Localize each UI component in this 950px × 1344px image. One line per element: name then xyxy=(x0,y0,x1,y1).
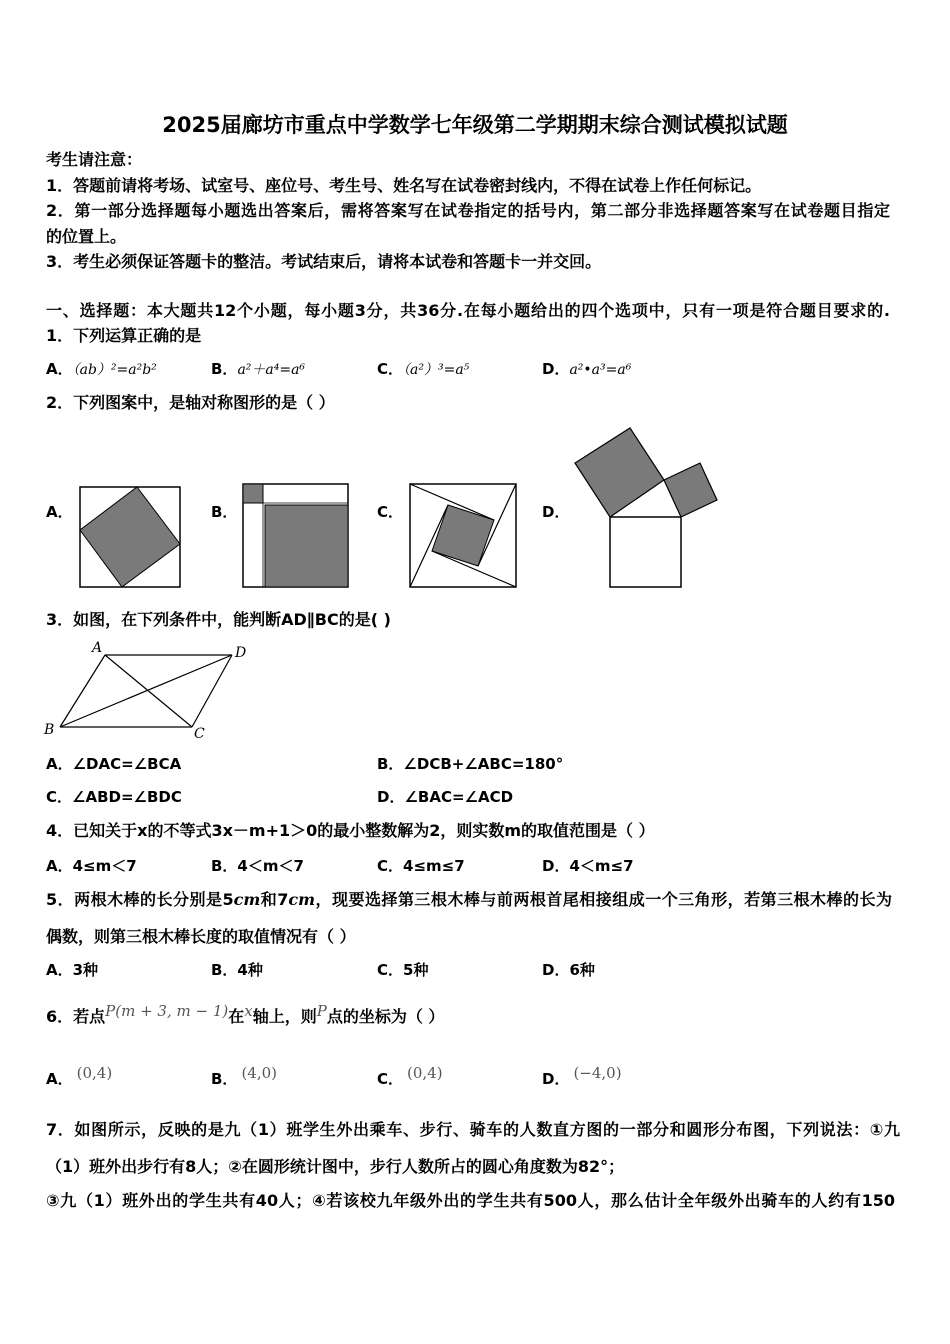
q6-stem-before: 6．若点 xyxy=(46,1007,106,1026)
figure-a-inner-square xyxy=(80,487,180,587)
q1-option-a-label: A． xyxy=(46,360,73,378)
q3-segment-ab xyxy=(60,655,105,727)
q1-option-b-expr: a²＋a⁴=a⁶ xyxy=(237,362,306,378)
q5-stem-part-1: 5．两根木棒的长分别是5 xyxy=(46,890,234,909)
q6-option-a-label: A． xyxy=(46,1070,73,1088)
q6-stem-mid: 在 xyxy=(228,1007,245,1026)
q3-option-d: D．∠BAC=∠ACD xyxy=(377,788,514,806)
q6-axis-symbol: x xyxy=(244,1002,253,1020)
q3-option-b: B．∠DCB+∠ABC=180° xyxy=(377,755,564,773)
q3-option-c: C．∠ABD=∠BDC xyxy=(46,788,182,806)
q6-option-d-label: D． xyxy=(542,1070,570,1088)
q2-figure-d xyxy=(575,428,717,587)
q2-option-b-label: B． xyxy=(211,503,238,521)
q5-option-c: C．5种 xyxy=(377,961,429,979)
q1-option-d xyxy=(542,359,631,380)
q5-stem-line-2: 偶数，则第三根木棒长度的取值情况有（ ） xyxy=(46,927,356,946)
q6-option-b-label: B． xyxy=(211,1070,238,1088)
figure-b-large-block xyxy=(265,505,348,587)
q2-figure-b xyxy=(243,484,348,587)
q1-option-c xyxy=(377,359,469,380)
q4-option-c: C．4≤m≤7 xyxy=(377,857,465,875)
q3-figure xyxy=(30,635,270,745)
q1-option-b xyxy=(211,359,305,380)
q3-segment-bd xyxy=(60,655,232,727)
q6-option-b xyxy=(211,1064,277,1089)
q6-option-a xyxy=(46,1064,113,1089)
notice-line-2: 2．第一部分选择题每小题选出答案后，需将答案写在试卷指定的括号内，第二部分非选择题答案写在试卷题目指定 xyxy=(46,201,890,220)
q5-stem-unit-2: cm xyxy=(288,890,316,909)
q5-stem-unit-1: cm xyxy=(233,890,261,909)
q7-line-1: 7．如图所示，反映的是九（1）班学生外出乘车、步行、骑车的人数直方图的一部分和圆形分布图，下列说法：①九 xyxy=(46,1120,900,1139)
q6-option-d-value: (−4,0) xyxy=(573,1064,622,1082)
q4-option-d: D．4＜m≤7 xyxy=(542,857,634,875)
q6-point-formula: P(m + 3, m − 1) xyxy=(105,1002,229,1020)
q3-segment-ac xyxy=(105,655,192,727)
q3-label-b: B xyxy=(44,722,55,738)
q4-option-a: A．4≤m＜7 xyxy=(46,857,137,875)
q1-stem: 1．下列运算正确的是 xyxy=(46,326,202,345)
q6-stem-end: 点的坐标为（ ） xyxy=(326,1007,445,1026)
q1-option-a-expr: （ab）²=a²b² xyxy=(72,362,157,378)
q5-stem-line-1 xyxy=(46,890,892,910)
figure-c-inner-square xyxy=(432,505,494,566)
q2-stem: 2．下列图案中，是轴对称图形的是（ ） xyxy=(46,393,335,412)
q6-option-c-label: C． xyxy=(377,1070,404,1088)
q1-option-a xyxy=(46,359,157,380)
q2-option-c-label: C． xyxy=(377,503,404,521)
notice-line-1: 1．答题前请将考场、试室号、座位号、考生号、姓名写在试卷密封线内，不得在试卷上作任何标记。 xyxy=(46,176,762,195)
q6-option-c-value: (0,4) xyxy=(407,1064,443,1082)
q6-stem xyxy=(46,1002,445,1027)
figure-d-large-square xyxy=(575,428,664,517)
q1-option-d-expr: a²•a³=a⁶ xyxy=(569,362,632,378)
q3-segment-dc xyxy=(192,655,232,727)
notice-line-3: 3．考生必须保证答题卡的整洁。考试结束后，请将本试卷和答题卡一并交回。 xyxy=(46,252,602,271)
q4-stem: 4．已知关于x的不等式3x－m+1＞0的最小整数解为2，则实数m的取值范围是（ ） xyxy=(46,821,655,840)
figure-d-bottom-square xyxy=(610,517,681,587)
q7-line-2: （1）班外出步行有8人；②在圆形统计图中，步行人数所占的圆心角度数为82°； xyxy=(46,1157,625,1176)
q1-option-c-expr: （a²）³=a⁵ xyxy=(403,362,470,378)
q2-figure-a xyxy=(80,487,180,587)
notice-line-2-cont: 的位置上。 xyxy=(46,227,127,246)
q2-figure-c xyxy=(410,484,516,587)
q6-option-b-value: (4,0) xyxy=(241,1064,277,1082)
q3-label-a: A xyxy=(92,640,103,656)
figure-b-corner-square xyxy=(243,484,263,503)
q6-option-d xyxy=(542,1064,622,1089)
q1-option-c-label: C． xyxy=(377,360,404,378)
q6-option-a-value: (0,4) xyxy=(76,1064,113,1082)
section-heading: 一、选择题：本大题共12个小题，每小题3分，共36分.在每小题给出的四个选项中，只有一项是符合题目要求的. xyxy=(46,301,890,320)
q3-label-d: D xyxy=(235,645,247,661)
q2-option-a-label: A． xyxy=(46,503,73,521)
q5-option-a: A．3种 xyxy=(46,961,99,979)
q6-point-symbol: P xyxy=(316,1002,327,1020)
q5-option-d: D．6种 xyxy=(542,961,595,979)
q1-option-d-label: D． xyxy=(542,360,570,378)
q3-option-a: A．∠DAC=∠BCA xyxy=(46,755,182,773)
exam-title: 2025届廊坊市重点中学数学七年级第二学期期末综合测试模拟试题 xyxy=(162,113,788,137)
q2-figures xyxy=(0,420,760,600)
q5-stem-part-2: 和7 xyxy=(260,890,289,909)
q1-option-b-label: B． xyxy=(211,360,238,378)
q3-label-c: C xyxy=(194,726,205,742)
q6-stem-after: 轴上，则 xyxy=(252,1007,317,1026)
q5-stem-part-3: ，现要选择第三根木棒与前两根首尾相接组成一个三角形，若第三根木棒的长为 xyxy=(315,890,892,909)
q5-option-b: B．4种 xyxy=(211,961,263,979)
notice-heading: 考生请注意： xyxy=(46,150,143,169)
q2-option-d-label: D． xyxy=(542,503,570,521)
q4-option-b: B．4＜m＜7 xyxy=(211,857,304,875)
figure-d-small-square xyxy=(664,463,717,517)
q3-stem: 3．如图，在下列条件中，能判断AD∥BC的是( ) xyxy=(46,610,391,629)
q7-line-3: ③九（1）班外出的学生共有40人；④若该校九年级外出的学生共有500人，那么估计全年级外出骑车的人约有150 xyxy=(46,1191,895,1210)
q6-option-c xyxy=(377,1064,443,1089)
